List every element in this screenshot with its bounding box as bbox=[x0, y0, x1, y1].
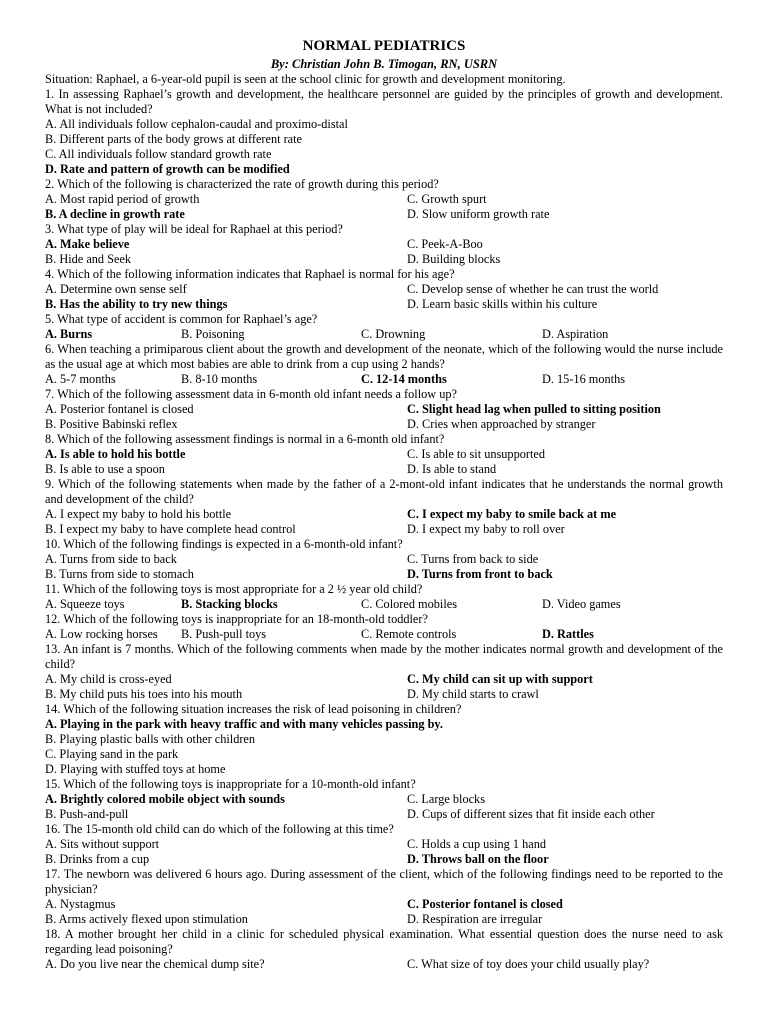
option-row bbox=[45, 762, 723, 777]
question-text: 13. An infant is 7 months. Which of the following comments when made by the mother indicates normal growth and development of the child? bbox=[45, 642, 723, 671]
option-row bbox=[45, 237, 723, 252]
question-list bbox=[45, 72, 723, 972]
answer-option: B. Hide and Seek bbox=[45, 252, 132, 266]
question-text: 3. What type of play will be ideal for Raphael at this period? bbox=[45, 222, 343, 236]
option-row bbox=[45, 282, 723, 297]
document-page bbox=[45, 37, 723, 972]
answer-option: C. All individuals follow standard growth rate bbox=[45, 147, 272, 161]
answer-option: A. My child is cross-eyed bbox=[45, 672, 172, 686]
option-row bbox=[45, 912, 723, 927]
answer-option: C. Growth spurt bbox=[407, 192, 487, 206]
answer-option-correct: D. Rate and pattern of growth can be modified bbox=[45, 162, 290, 176]
question-text: 8. Which of the following assessment findings is normal in a 6-month old infant? bbox=[45, 432, 445, 446]
answer-option-correct: D. Rattles bbox=[542, 627, 594, 641]
option-row bbox=[45, 747, 723, 762]
answer-option: D. Learn basic skills within his culture bbox=[407, 297, 598, 311]
answer-option: B. Positive Babinski reflex bbox=[45, 417, 178, 431]
answer-option: C. Turns from back to side bbox=[407, 552, 539, 566]
option-row bbox=[45, 147, 723, 162]
answer-option: B. Different parts of the body grows at different rate bbox=[45, 132, 303, 146]
answer-option: A. Do you live near the chemical dump site? bbox=[45, 957, 265, 971]
option-row bbox=[45, 852, 723, 867]
answer-option: D. Video games bbox=[542, 597, 621, 611]
question-text: 6. When teaching a primiparous client about the growth and development of the neonate, which of the following would the nurse include as the usual age at which most babies are able to drink from a cup using 2 hands? bbox=[45, 342, 723, 371]
option-row bbox=[45, 567, 723, 582]
answer-option: B. Arms actively flexed upon stimulation bbox=[45, 912, 248, 926]
answer-option-correct: A. Playing in the park with heavy traffic and with many vehicles passing by. bbox=[45, 717, 443, 731]
question-text: 4. Which of the following information indicates that Raphael is normal for his age? bbox=[45, 267, 455, 281]
option-row bbox=[45, 162, 723, 177]
answer-option: A. Low rocking horses bbox=[45, 627, 158, 641]
option-row bbox=[45, 297, 723, 312]
question-text: 17. The newborn was delivered 6 hours ago. During assessment of the client, which of the following findings need to be reported to the physician? bbox=[45, 867, 723, 896]
answer-option: B. Push-pull toys bbox=[181, 627, 267, 641]
answer-option-correct: C. I expect my baby to smile back at me bbox=[407, 507, 617, 521]
answer-option: A. Turns from side to back bbox=[45, 552, 177, 566]
option-row bbox=[45, 807, 723, 822]
option-row bbox=[45, 327, 723, 342]
answer-option: D. Slow uniform growth rate bbox=[407, 207, 550, 221]
answer-option: C. Peek-A-Boo bbox=[407, 237, 483, 251]
option-row bbox=[45, 132, 723, 147]
option-row bbox=[45, 672, 723, 687]
answer-option-correct: A. Brightly colored mobile object with sounds bbox=[45, 792, 285, 806]
answer-option-correct: B. A decline in growth rate bbox=[45, 207, 185, 221]
document-author: By: Christian John B. Timogan, RN, USRN bbox=[270, 57, 498, 71]
question-text: Situation: Raphael, a 6-year-old pupil is seen at the school clinic for growth and development monitoring. bbox=[45, 72, 566, 86]
answer-option: C. Colored mobiles bbox=[361, 597, 457, 611]
answer-option: A. Determine own sense self bbox=[45, 282, 187, 296]
answer-option: B. Playing plastic balls with other children bbox=[45, 732, 256, 746]
answer-option: D. Is able to stand bbox=[407, 462, 497, 476]
option-row bbox=[45, 522, 723, 537]
answer-option-correct: C. Posterior fontanel is closed bbox=[407, 897, 563, 911]
option-row bbox=[45, 252, 723, 267]
answer-option: C. Playing sand in the park bbox=[45, 747, 179, 761]
answer-option-correct: D. Turns from front to back bbox=[407, 567, 553, 581]
answer-option: A. Nystagmus bbox=[45, 897, 116, 911]
question-text: 1. In assessing Raphael’s growth and development, the healthcare personnel are guided by the principles of growth and development. What is not included? bbox=[45, 87, 723, 116]
answer-option: D. Aspiration bbox=[542, 327, 609, 341]
answer-option-correct: C. My child can sit up with support bbox=[407, 672, 593, 686]
answer-option: B. My child puts his toes into his mouth bbox=[45, 687, 243, 701]
option-row bbox=[45, 732, 723, 747]
answer-option: D. Respiration are irregular bbox=[407, 912, 543, 926]
option-row bbox=[45, 597, 723, 612]
answer-option: C. What size of toy does your child usually play? bbox=[407, 957, 650, 971]
answer-option: C. Large blocks bbox=[407, 792, 485, 806]
answer-option: A. I expect my baby to hold his bottle bbox=[45, 507, 232, 521]
option-row bbox=[45, 462, 723, 477]
option-row bbox=[45, 837, 723, 852]
option-row bbox=[45, 627, 723, 642]
option-row bbox=[45, 402, 723, 417]
option-row bbox=[45, 417, 723, 432]
answer-option: D. My child starts to crawl bbox=[407, 687, 539, 701]
option-row bbox=[45, 507, 723, 522]
answer-option: B. Drinks from a cup bbox=[45, 852, 150, 866]
answer-option: A. 5-7 months bbox=[45, 372, 116, 386]
option-row bbox=[45, 552, 723, 567]
option-row bbox=[45, 447, 723, 462]
answer-option-correct: D. Throws ball on the floor bbox=[407, 852, 549, 866]
question-text: 14. Which of the following situation increases the risk of lead poisoning in children? bbox=[45, 702, 462, 716]
question-text: 15. Which of the following toys is inappropriate for a 10-month-old infant? bbox=[45, 777, 416, 791]
answer-option: A. All individuals follow cephalon-caudal and proximo-distal bbox=[45, 117, 348, 131]
answer-option: C. Drowning bbox=[361, 327, 426, 341]
answer-option-correct: A. Is able to hold his bottle bbox=[45, 447, 186, 461]
answer-option: C. Develop sense of whether he can trust the world bbox=[407, 282, 659, 296]
option-row bbox=[45, 207, 723, 222]
answer-option: D. 15-16 months bbox=[542, 372, 626, 386]
option-row bbox=[45, 687, 723, 702]
answer-option: B. Is able to use a spoon bbox=[45, 462, 165, 476]
answer-option: C. Remote controls bbox=[361, 627, 457, 641]
option-row bbox=[45, 717, 723, 732]
option-row bbox=[45, 117, 723, 132]
document-title: NORMAL PEDIATRICS bbox=[302, 38, 466, 54]
answer-option-correct: A. Make believe bbox=[45, 237, 130, 251]
answer-option-correct: A. Burns bbox=[45, 327, 93, 341]
answer-option: D. Cries when approached by stranger bbox=[407, 417, 596, 431]
option-row bbox=[45, 192, 723, 207]
answer-option: D. Building blocks bbox=[407, 252, 501, 266]
answer-option: B. I expect my baby to have complete head control bbox=[45, 522, 296, 536]
answer-option-correct: C. Slight head lag when pulled to sitting position bbox=[407, 402, 661, 416]
answer-option: A. Posterior fontanel is closed bbox=[45, 402, 194, 416]
question-text: 16. The 15-month old child can do which of the following at this time? bbox=[45, 822, 394, 836]
option-row bbox=[45, 957, 723, 972]
question-text: 7. Which of the following assessment data in 6-month old infant needs a follow up? bbox=[45, 387, 457, 401]
question-text: 9. Which of the following statements when made by the father of a 2-mont-old infant indicates that he understands the normal growth and development of the child? bbox=[45, 477, 723, 506]
answer-option-correct: B. Has the ability to try new things bbox=[45, 297, 228, 311]
question-text: 12. Which of the following toys is inappropriate for an 18-month-old toddler? bbox=[45, 612, 428, 626]
question-text: 2. Which of the following is characterized the rate of growth during this period? bbox=[45, 177, 439, 191]
option-row bbox=[45, 897, 723, 912]
answer-option-correct: C. 12-14 months bbox=[361, 372, 447, 386]
answer-option: D. Cups of different sizes that fit inside each other bbox=[407, 807, 655, 821]
answer-option: A. Squeeze toys bbox=[45, 597, 125, 611]
answer-option: C. Is able to sit unsupported bbox=[407, 447, 545, 461]
question-text: 11. Which of the following toys is most appropriate for a 2 ½ year old child? bbox=[45, 582, 423, 596]
answer-option: B. Turns from side to stomach bbox=[45, 567, 194, 581]
answer-option: C. Holds a cup using 1 hand bbox=[407, 837, 547, 851]
answer-option: B. Push-and-pull bbox=[45, 807, 129, 821]
answer-option: A. Most rapid period of growth bbox=[45, 192, 200, 206]
question-text: 5. What type of accident is common for Raphael’s age? bbox=[45, 312, 318, 326]
answer-option: A. Sits without support bbox=[45, 837, 160, 851]
answer-option-correct: B. Stacking blocks bbox=[181, 597, 278, 611]
question-text: 10. Which of the following findings is expected in a 6-month-old infant? bbox=[45, 537, 403, 551]
answer-option: B. 8-10 months bbox=[181, 372, 258, 386]
answer-option: D. I expect my baby to roll over bbox=[407, 522, 565, 536]
option-row bbox=[45, 372, 723, 387]
question-text: 18. A mother brought her child in a clinic for scheduled physical examination. What essential question does the nurse need to ask regarding lead poisoning? bbox=[45, 927, 723, 956]
answer-option: B. Poisoning bbox=[181, 327, 245, 341]
answer-option: D. Playing with stuffed toys at home bbox=[45, 762, 226, 776]
option-row bbox=[45, 792, 723, 807]
